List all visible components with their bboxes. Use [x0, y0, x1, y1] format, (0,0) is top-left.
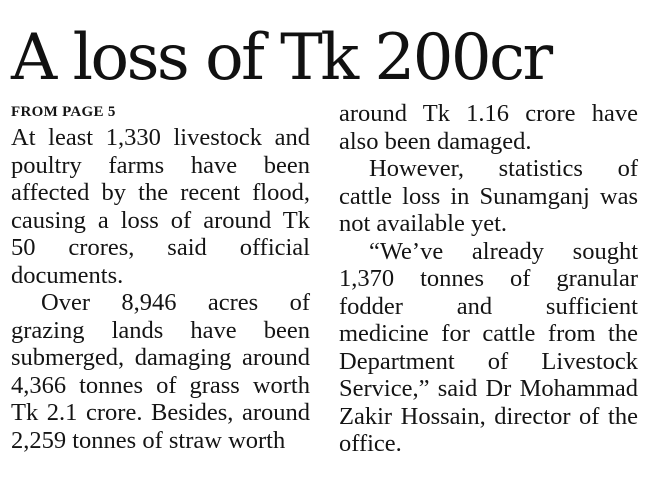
left-column	[11, 100, 310, 454]
paragraph-5: “We’ve already sought 1,370 tonnes of granular fodder and sufficient medicine for cattle from the Department of Livestock Service,” said Dr Mohammad Zakir Hossain, director of the office.	[339, 237, 638, 457]
paragraph-1: At least 1,330 livestock and poultry farms have been affected by the recent flood, causing a loss of around Tk 50 crores, said official documents.	[11, 124, 310, 289]
headline: A loss of Tk 200cr	[11, 21, 551, 95]
jump-from-label: FROM PAGE 5	[11, 104, 116, 120]
paragraph-3: around Tk 1.16 crore have also been damaged.	[339, 100, 638, 155]
right-column	[339, 100, 638, 458]
paragraph-2: Over 8,946 acres of grazing lands have been submerged, damaging around 4,366 tonnes of grass worth Tk 2.1 crore. Besides, around 2,259 tonnes of straw worth	[11, 289, 310, 454]
paragraph-4: However, statistics of cattle loss in Sunamganj was not available yet.	[339, 155, 638, 237]
